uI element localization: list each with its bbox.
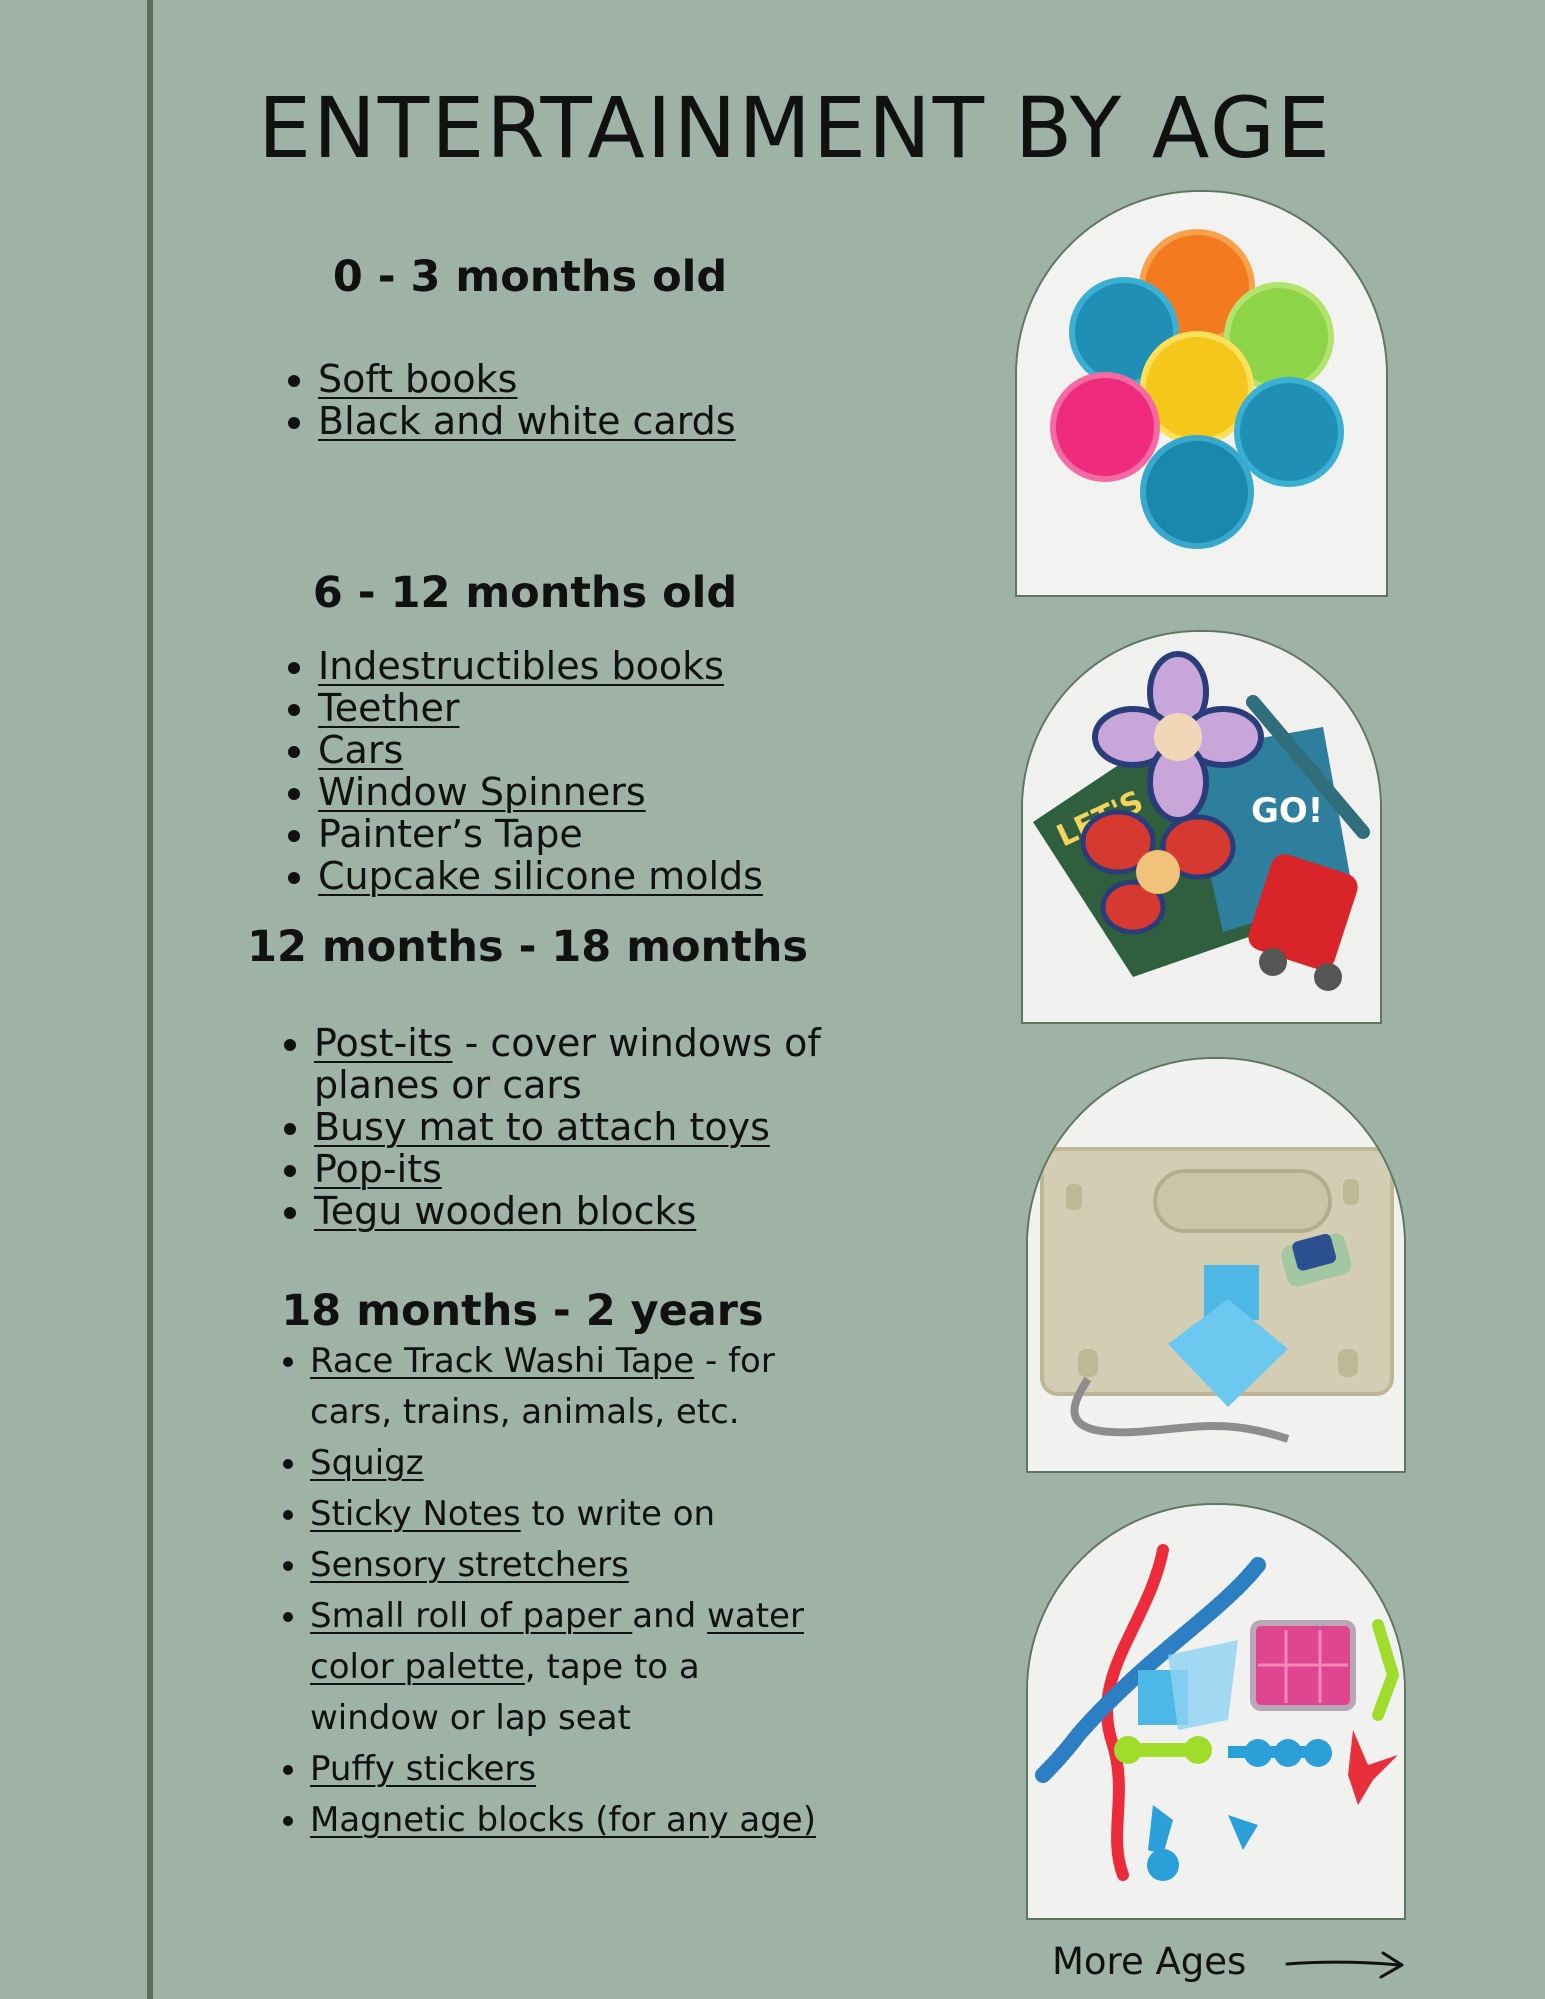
list-item xyxy=(318,687,878,729)
list-item xyxy=(310,1438,830,1489)
list-item xyxy=(314,1106,854,1148)
magnetic-blocks-link[interactable]: Magnetic blocks (for any age) xyxy=(310,1800,816,1840)
soft-books-link[interactable]: Soft books xyxy=(318,357,518,401)
list-item xyxy=(318,400,878,442)
list-18-months-2-years xyxy=(268,1336,830,1846)
list-item xyxy=(318,855,878,897)
list-item xyxy=(314,1190,854,1232)
list-item xyxy=(318,729,878,771)
sticky-notes-note: to write on xyxy=(520,1494,716,1534)
puffy-stickers-link[interactable]: Puffy stickers xyxy=(310,1749,537,1789)
black-white-cards-link[interactable]: Black and white cards xyxy=(318,399,736,443)
tegu-blocks-link[interactable]: Tegu wooden blocks xyxy=(314,1189,697,1233)
list-item xyxy=(318,771,878,813)
window-spinners-photo xyxy=(1021,630,1382,1024)
palette-note: , tape to a window or lap seat xyxy=(310,1647,700,1738)
section-heading-12-18-months: 12 months - 18 months xyxy=(247,922,808,972)
list-item xyxy=(310,1336,830,1438)
cupcake-molds-link[interactable]: Cupcake silicone molds xyxy=(318,854,763,898)
list-item xyxy=(310,1489,830,1540)
indestructibles-books-link[interactable]: Indestructibles books xyxy=(318,644,724,688)
sticky-notes-link[interactable]: Sticky Notes xyxy=(310,1494,521,1534)
list-item xyxy=(310,1795,830,1846)
water-color-palette-link[interactable]: water color palette xyxy=(310,1596,804,1687)
spinners-books-car-icon xyxy=(1023,632,1380,1022)
sensory-toys-photo xyxy=(1026,1503,1406,1920)
washi-tape-link[interactable]: Race Track Washi Tape xyxy=(310,1341,695,1381)
cupcake-molds-photo xyxy=(1015,190,1388,597)
page-title: ENTERTAINMENT BY AGE xyxy=(257,79,1332,177)
silicone-cupcake-molds-icon xyxy=(1017,192,1386,595)
squigz-link[interactable]: Squigz xyxy=(310,1443,424,1483)
list-item xyxy=(310,1591,830,1744)
post-its-note: - cover windows of planes or cars xyxy=(314,1021,821,1107)
roll-of-paper-link[interactable]: Small roll of paper xyxy=(310,1596,633,1636)
section-heading-6-12-months: 6 - 12 months old xyxy=(312,568,738,618)
list-item xyxy=(314,1022,854,1106)
cars-link[interactable]: Cars xyxy=(318,728,404,772)
painters-tape-text: Painter’s Tape xyxy=(318,812,583,856)
list-item xyxy=(310,1540,830,1591)
section-heading-0-3-months: 0 - 3 months old xyxy=(332,252,728,302)
teether-link[interactable]: Teether xyxy=(318,686,460,730)
list-item xyxy=(318,645,878,687)
right-arrow-icon[interactable] xyxy=(1285,1948,1407,1980)
list-item xyxy=(318,358,878,400)
list-item xyxy=(314,1148,854,1190)
post-its-link[interactable]: Post-its xyxy=(314,1021,453,1065)
left-rule xyxy=(147,0,153,1999)
list-12-18-months xyxy=(272,1022,854,1232)
svg-text:GO!: GO! xyxy=(1251,791,1324,831)
section-heading-18-months-2-years: 18 months - 2 years xyxy=(281,1286,764,1336)
and-text: and xyxy=(632,1596,708,1636)
washi-tape-note: - for cars, trains, animals, etc. xyxy=(310,1341,775,1432)
pop-its-link[interactable]: Pop-its xyxy=(314,1147,442,1191)
list-item xyxy=(318,813,878,855)
busy-mat-link[interactable]: Busy mat to attach toys xyxy=(314,1105,770,1149)
stretchers-squigz-magnetic-blocks-icon xyxy=(1028,1505,1404,1918)
list-item xyxy=(310,1744,830,1795)
list-0-3-months xyxy=(276,358,878,442)
window-spinners-link[interactable]: Window Spinners xyxy=(318,770,646,814)
list-6-12-months xyxy=(276,645,878,897)
sensory-stretchers-link[interactable]: Sensory stretchers xyxy=(310,1545,629,1585)
busy-mat-post-its-icon xyxy=(1028,1059,1404,1471)
more-ages-link[interactable]: More Ages xyxy=(1052,1940,1247,1983)
busy-mat-photo xyxy=(1026,1057,1406,1473)
